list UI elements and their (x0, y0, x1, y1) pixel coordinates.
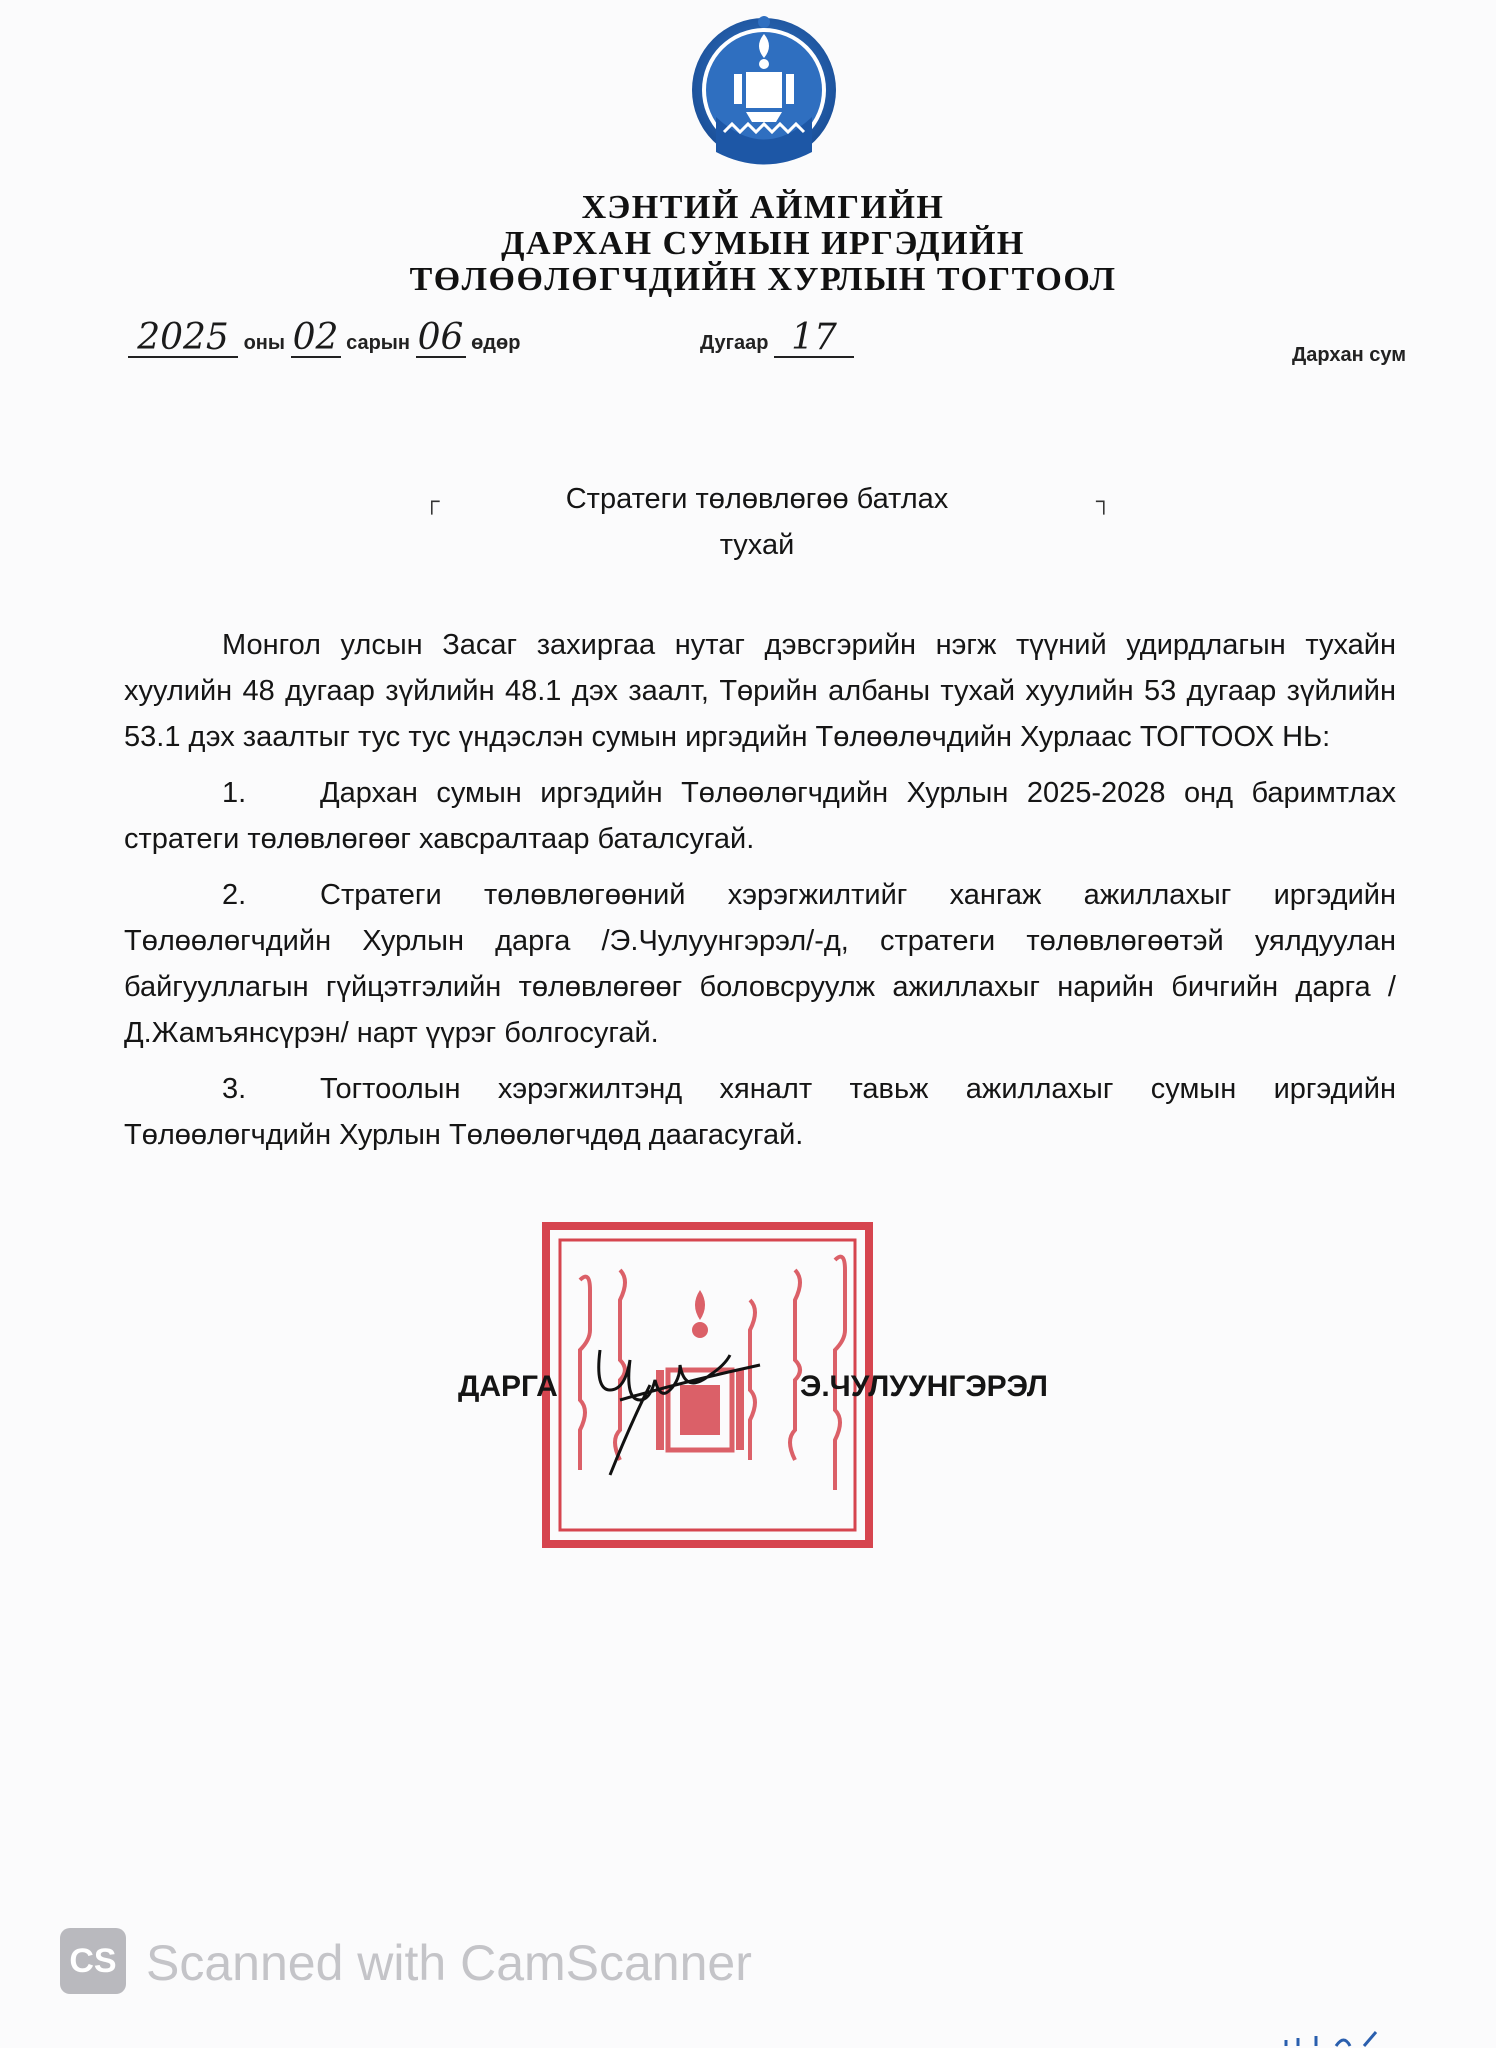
document-body (124, 622, 1396, 1158)
corner-scan-marks (1276, 2028, 1396, 2048)
document-place: Дархан сум (1292, 344, 1406, 366)
resolution-item (124, 872, 1396, 1056)
state-emblem-icon (686, 12, 842, 178)
header-line-province: ХЭНТИЙ АЙМГИЙН (581, 189, 945, 226)
item-number: 2. (222, 879, 247, 911)
number-label: Дугаар (700, 332, 769, 354)
date-day-suffix: өдөр (471, 332, 521, 354)
scanner-watermark: Scanned with CamScanner (146, 1935, 752, 1991)
date-year-suffix: оны (243, 332, 285, 354)
date-year: 2025 (128, 320, 238, 358)
resolution-item (124, 1066, 1396, 1158)
title-bracket-left: ┌ (424, 488, 440, 513)
signatory-title: ДАРГА (458, 1370, 558, 1403)
document-number (700, 317, 854, 358)
number-value: 17 (774, 320, 854, 358)
item-text: Дархан сумын иргэдийн Төлөөлөгчдийн Хурлын 2025-2028 онд баримтлах стратеги төлөвлөгөөг хавсралтаар баталсугай. (124, 777, 1396, 855)
document-title (0, 476, 1496, 568)
document-date (128, 317, 521, 358)
signatory-name: Э.ЧУЛУУНГЭРЭЛ (800, 1370, 1048, 1403)
header-line-soum: ДАРХАН СУМЫН ИРГЭДИЙН (501, 225, 1025, 262)
camscanner-logo (60, 1928, 126, 1994)
item-number: 3. (222, 1073, 247, 1105)
item-text: Стратеги төлөвлөгөөний хэрэгжилтийг хангаж ажиллахыг иргэдийн Төлөөлөгчдийн Хурлын дарга /Э.Чулуунгэрэл/-д, стратеги төлөвлөгөөтэй уялдуулан байгууллагын гүйцэтгэлийн төлөвлөгөөг боловсруулж ажиллахыг нарийн бичгийн дарга /Д.Жамъянсүрэн/ нарт үүрэг болгосугай. (124, 879, 1396, 1049)
title-line-1: Стратеги төлөвлөгөө батлах (565, 483, 949, 515)
resolution-item (124, 770, 1396, 862)
date-day: 06 (416, 320, 466, 358)
title-line-2: тухай (719, 529, 795, 561)
document-header (0, 190, 1496, 298)
item-number: 1. (222, 777, 247, 809)
preamble-paragraph: Монгол улсын Засаг захиргаа нутаг дэвсгэрийн нэгж түүний удирдлагын тухайн хуулийн 48 дугаар зүйлийн 48.1 дэх заалт, Төрийн албаны тухай хуулийн 53 дугаар зүйлийн 53.1 дэх заалтыг тус тус үндэслэн сумын иргэдийн Төлөөлөчдийн Хурлаас ТОГТООХ НЬ: (124, 629, 1396, 753)
title-bracket-right: ┐ (1096, 488, 1112, 513)
date-month: 02 (291, 320, 341, 358)
item-text: Тогтоолын хэрэгжилтэнд хяналт тавьж ажиллахыг сумын иргэдийн Төлөөлөгчдийн Хурлын Төлөөлөгчдөд даагасугай. (124, 1073, 1396, 1151)
camscanner-logo-text: CS (69, 1942, 117, 1980)
handwritten-signature (580, 1330, 780, 1490)
header-line-resolution: ТӨЛӨӨЛӨГЧДИЙН ХУРЛЫН ТОГТООЛ (409, 261, 1117, 298)
date-month-suffix: сарын (346, 332, 410, 354)
